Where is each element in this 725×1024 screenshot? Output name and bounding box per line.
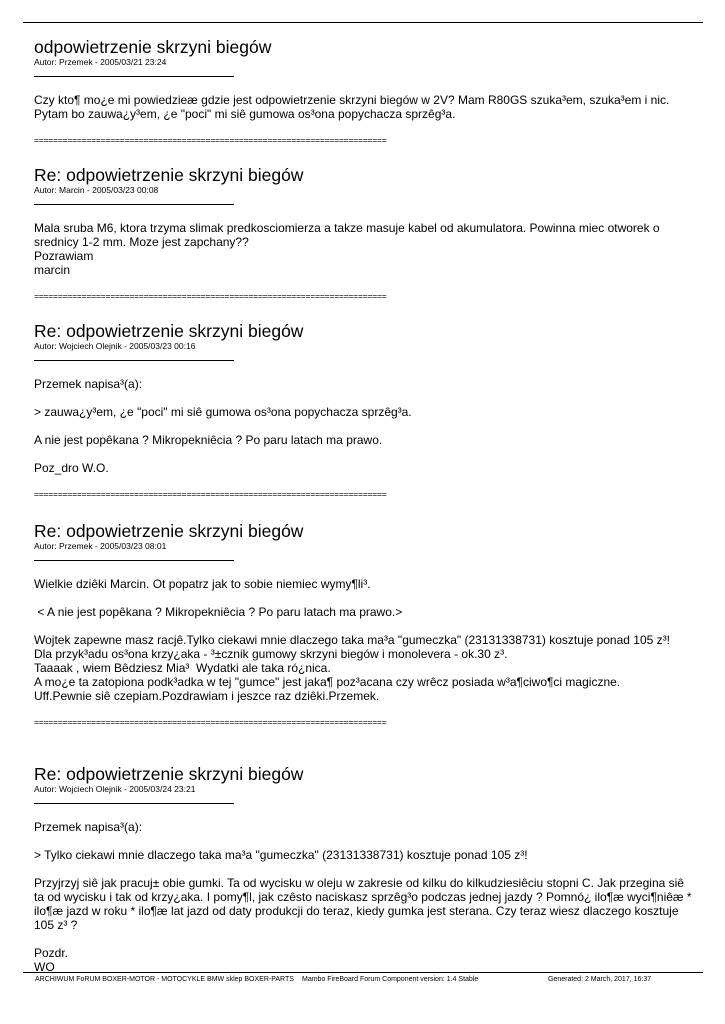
post-paragraph: Mala sruba M6, ktora trzyma slimak predkosciomierza a takze masuje kabel od akumulatora. Powinna miec otworek o srednicy 1-2 mm. Moze jest zapchany?? Pozrawiam marcin: [34, 221, 660, 277]
post-body: [34, 377, 694, 475]
post-paragraph: Przyjrzyj siê jak pracuj± obie gumki. Ta od wycisku w oleju w zakresie od kilku do kilkudziesiêciu stopni C. Jak przegina siê ta od wycisku i tak od krzy¿aka. I pomy¶l, jak czêsto naciskasz sprzêg³o podczas jednej jazdy ? Pomnó¿ ilo¶æ wyci¶niêæ * ilo¶æ jazd w roku * ilo¶æ lat jazd od daty produkcji do teraz, kiedy gumka jest sterana. Czy teraz wiesz dlaczego kosztuje 105 z³ ?: [34, 876, 695, 932]
post-body: [34, 577, 694, 703]
post-meta: Autor: Przemek - 2005/03/23 08:01: [34, 541, 167, 551]
post: [34, 765, 694, 974]
meta-divider: [34, 560, 234, 561]
post-title: Re: odpowietrzenie skrzyni biegów: [34, 764, 304, 784]
post-paragraph: Przemek napisa³(a):: [34, 377, 143, 391]
post-body: [34, 820, 694, 974]
post-quote: > zauwa¿y³em, ¿e "poci" mi siê gumowa os³ona popychacza sprzêg³a.: [34, 405, 412, 419]
post: [34, 322, 694, 499]
post-paragraph: Czy kto¶ mo¿e mi powiedzieæ gdzie jest odpowietrzenie skrzyni biegów w 2V? Mam R80GS szuka³em, szuka³em i nic. Pytam bo zauwa¿y³em, ¿e "poci" mi siê gumowa os³ona popychacza sprzêg³a.: [34, 93, 673, 121]
post-separator: ==========================================================================: [34, 135, 387, 145]
post: [34, 38, 694, 145]
meta-divider: [34, 360, 234, 361]
post-paragraph: Wojtek zapewne masz racjê.Tylko ciekawi mnie dlaczego taka ma³a "gumeczka" (23131338731) kosztuje ponad 105 z³! Dla przyk³adu os³ona krzy¿aka - ³±cznik gumowy skrzyni biegów i monolevera - ok.30 z³. Taaaak , wiem Bêdziesz Mia³ Wydatki ale taka ró¿nica. A mo¿e ta zatopiona podk³adka w tej "gumce" jest jaka¶ poz³acana czy wrêcz posiada w³a¶ciwo¶ci magiczne. Uff.Pewnie siê czepiam.Pozdrawiam i jeszce raz dziêki.Przemek.: [34, 633, 670, 703]
post-meta: Autor: Przemek - 2005/03/21 23:24: [34, 57, 167, 67]
post-separator: ==========================================================================: [34, 717, 387, 727]
post: [34, 166, 694, 301]
meta-divider: [34, 76, 234, 77]
top-rule: [23, 22, 703, 23]
post-signature: Pozdr. WO: [34, 946, 69, 974]
post-meta: Autor: Wojciech Olejnik - 2005/03/24 23:21: [34, 784, 196, 794]
post-title: Re: odpowietrzenie skrzyni biegów: [34, 165, 304, 185]
meta-divider: [34, 803, 234, 804]
post-separator: ==========================================================================: [34, 291, 387, 301]
post-title: Re: odpowietrzenie skrzyni biegów: [34, 521, 304, 541]
meta-divider: [34, 204, 234, 205]
footer-source: ARCHIWUM FoRUM BOXER-MOTOR - MOTOCYKLE BMW sklep BOXER-PARTS: [35, 976, 294, 983]
post-signature: Poz_dro W.O.: [34, 461, 109, 475]
post-quote: > Tylko ciekawi mnie dlaczego taka ma³a "gumeczka" (23131338731) kosztuje ponad 105 z³!: [34, 848, 528, 862]
post-paragraph: A nie jest popêkana ? Mikropekniêcia ? Po paru latach ma prawo.: [34, 433, 383, 447]
footer-rule: [23, 972, 703, 973]
post-body: [34, 93, 694, 121]
post-body: [34, 221, 694, 277]
post: [34, 522, 694, 727]
post-separator: ==========================================================================: [34, 489, 387, 499]
footer-component: Mambo FireBoard Forum Component version: 1.4 Stable: [302, 976, 479, 983]
post-meta: Autor: Wojciech Olejnik - 2005/03/23 00:16: [34, 341, 196, 351]
post-meta: Autor: Marcin - 2005/03/23 00:08: [34, 185, 159, 195]
post-title: Re: odpowietrzenie skrzyni biegów: [34, 321, 304, 341]
post-paragraph: Wielkie dziêki Marcin. Ot popatrz jak to sobie niemiec wymy¶li³.: [34, 577, 371, 591]
post-paragraph: Przemek napisa³(a):: [34, 820, 143, 834]
post-quote: < A nie jest popêkana ? Mikropekniêcia ? Po paru latach ma prawo.>: [34, 605, 403, 619]
post-title: odpowietrzenie skrzyni biegów: [34, 37, 272, 57]
footer-generated: Generated: 2 March, 2017, 16:37: [548, 976, 652, 983]
